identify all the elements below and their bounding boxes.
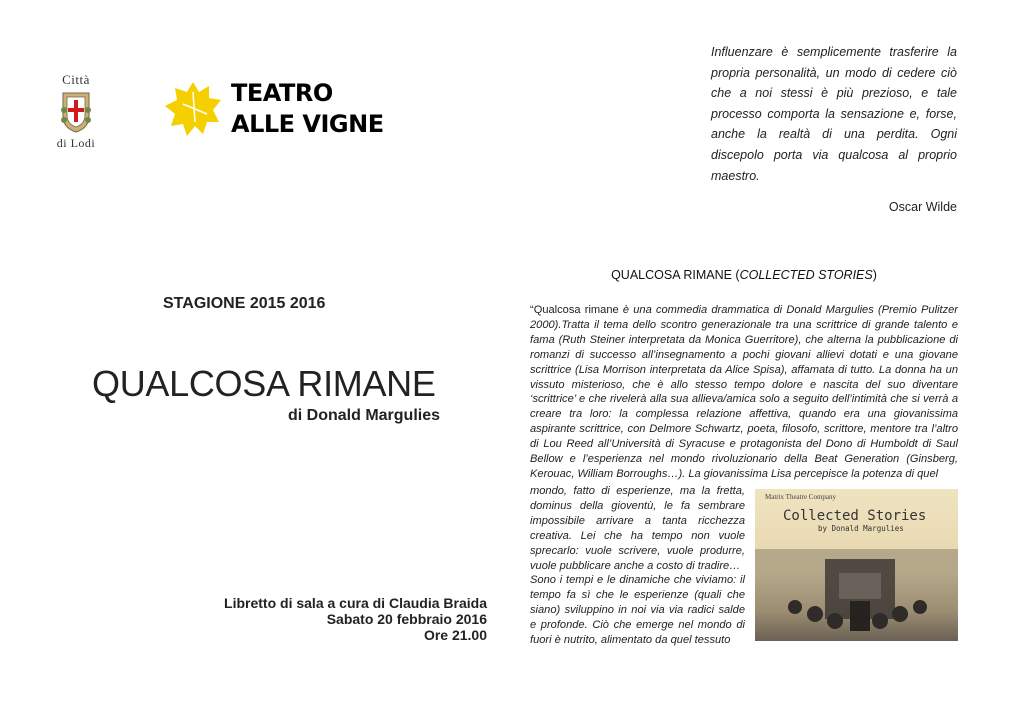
cover-subtitle: by Donald Margulies (818, 524, 904, 533)
epigraph-quote: Influenzare è semplicemente trasferire la propria personalità, un modo di cedere ciò che a noi stessi è più prezioso, e tale processo comporta la sensazione e, forse, anche la realtà di una perdita. Ogni discepolo porta via qualcosa al proprio maestro. (711, 45, 957, 183)
synopsis-body: è una commedia drammatica di Donald Margulies (Premio Pulitzer 2000).Tratta il tema dello scontro generazionale tra una scrittrice di grande talento e fama (Ruth Steiner interpretata da Monica Guerritore), che alterna la pubblicazione di romanzi di successo all’insegnamento a pochi giovani allievi dotati e una giovane scrittrice (Lisa Morrison interpretata da Alice Spisa), affamata di tutto. La donna ha un vissuto misterioso, che è allo stesso tempo dolore e nascita del suo diventare ‘scrittrice’ e che rivelerà alla sua allieva/amica solo a seguito dell’intimità che si verrà a creare tra loro: la complessa relazione affettiva, quando era una giovanissima aspirante scrittrice, con Delmore Schwartz, poeta, filosofo, scrittore, mentore tra l’altro di Lou Reed all’Università di Syracuse e protagonista del Dono di Humboldt di Saul Bellow e l’esperienza nel mondo rivoluzionario della Beat Generation (Ginsberg, Kerouac, William Borroughs…). La giovanissima Lisa percepisce la potenza di quel (530, 304, 958, 480)
play-cover-image (755, 489, 958, 641)
credits-editor: Libretto di sala a cura di Claudia Braida (224, 595, 487, 611)
city-of-lodi-crest (50, 72, 102, 151)
synopsis-narrow-2: Sono i tempi e le dinamiche che viviamo: il tempo fa sì che le esperienze (quali che siano) sviluppino in noi via via radici salde e profonde. Ciò che emerge nel mondo di fuori è nutrito, alimentato da quel tessuto (530, 574, 745, 647)
theater-name (231, 78, 384, 140)
cover-title: Collected Stories (783, 508, 927, 524)
section-title: QUALCOSA RIMANE (COLLECTED STORIES) (611, 268, 877, 282)
synopsis-continued (530, 484, 745, 648)
synopsis-narrow-1: mondo, fatto di esperienze, ma la fretta, dominus della gioventù, le fa sembrare impossibile arrivare a tanta ricchezza creativa. Lei che ha tempo non vuole sprecarlo: vuole scrivere, vuole produrre, vuole pubblicare anche a costo di tradire… (530, 485, 745, 572)
play-title: QUALCOSA RIMANE (92, 363, 436, 404)
crest-bottom-word: di Lodi (56, 136, 96, 150)
synopsis-opening: “Qualcosa rimane (530, 304, 619, 316)
season-label: STAGIONE 2015 2016 (163, 295, 326, 312)
shield-icon (59, 90, 93, 134)
section-title-main: QUALCOSA RIMANE (611, 268, 732, 282)
credits-date: Sabato 20 febbraio 2016 (326, 611, 487, 627)
synopsis-paragraph (530, 303, 958, 482)
play-author: di Donald Margulies (287, 407, 440, 424)
epigraph-author: Oscar Wilde (888, 200, 957, 214)
cover-company: Matrix Theatre Company (765, 493, 837, 501)
vine-leaf-icon (163, 78, 225, 138)
crest-top-word: Città (62, 72, 90, 87)
theater-name-line1: TEATRO (231, 79, 333, 107)
section-title-original: COLLECTED STORIES (739, 268, 873, 282)
credits-time: Ore 21.00 (423, 627, 487, 643)
booklet-credits (224, 595, 487, 643)
theater-name-line2: ALLE VIGNE (231, 110, 384, 138)
